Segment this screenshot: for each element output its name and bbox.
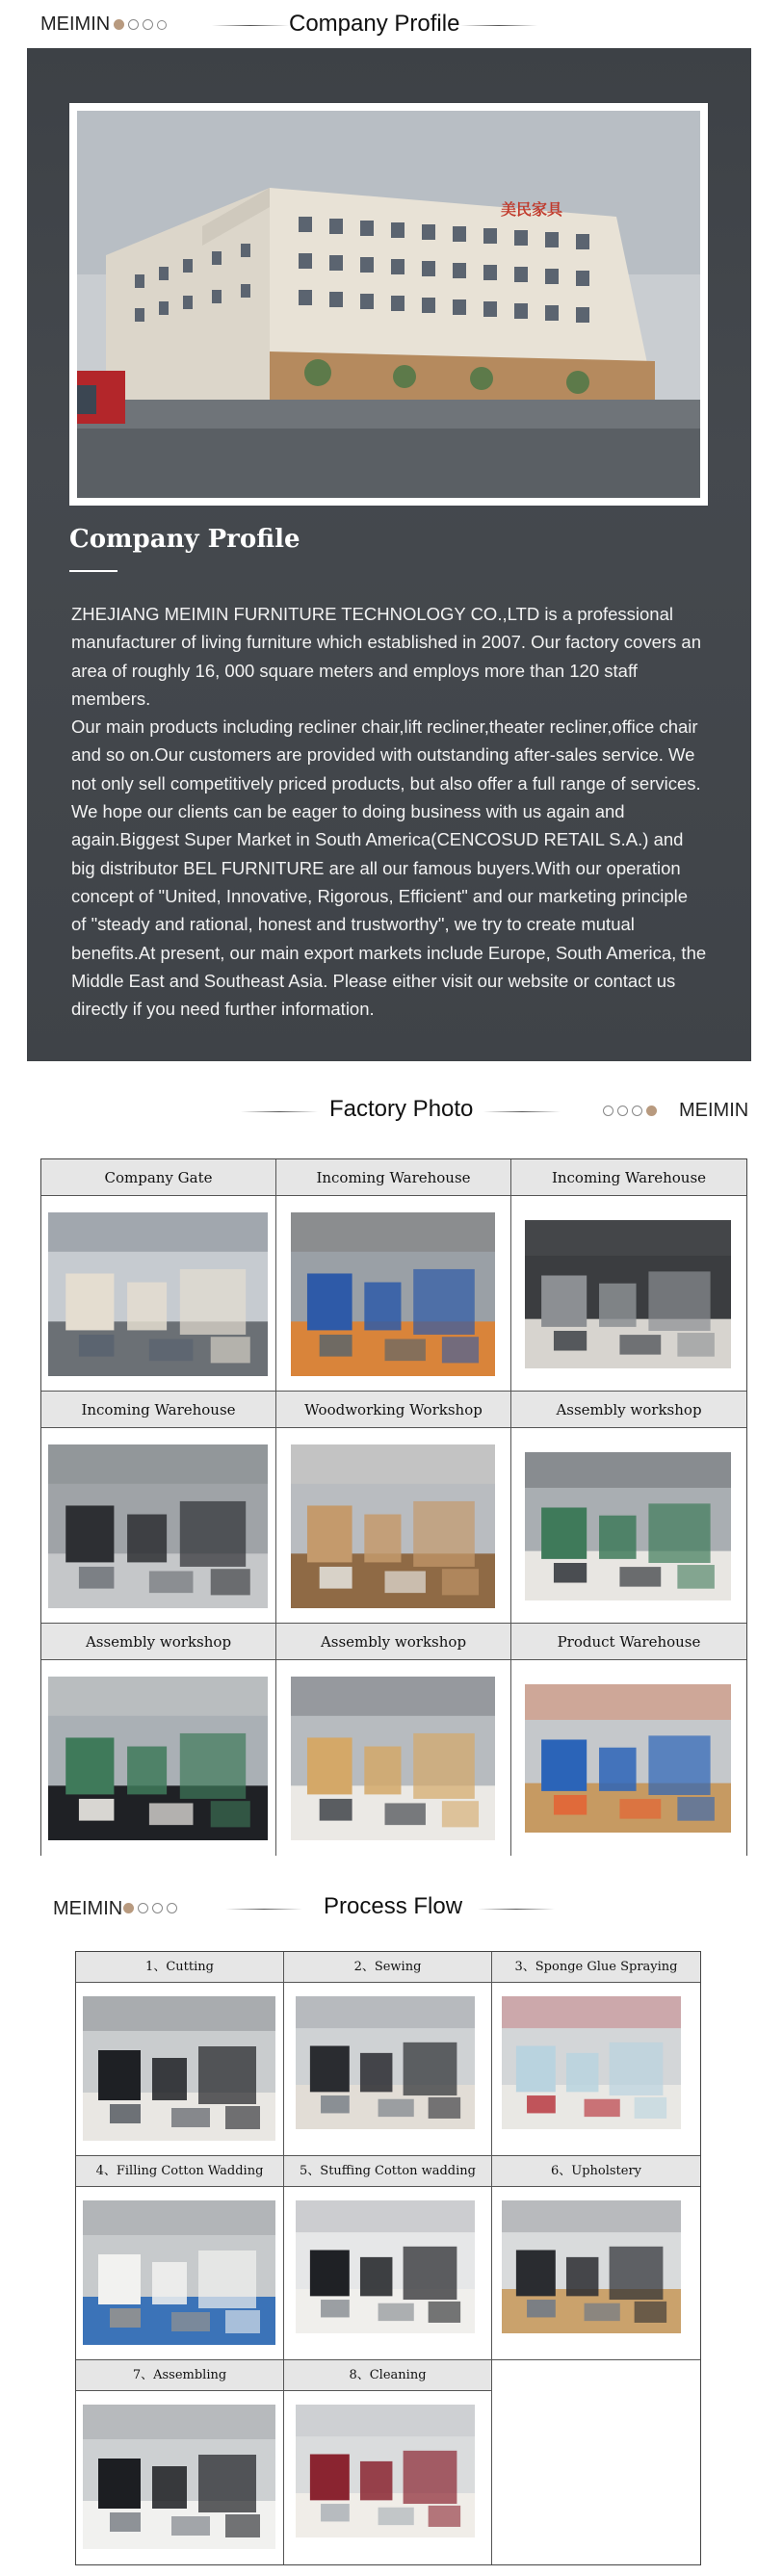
process-flow-grid bbox=[75, 1951, 701, 2565]
profile-paragraph: ZHEJIANG MEIMIN FURNITURE TECHNOLOGY CO.,LTD is a professional manufacturer of living furniture which established in 2007. Our factory covers an area of roughly 16, 000 square meters and employs more than 120 staff members. bbox=[71, 604, 701, 709]
factory-photo bbox=[291, 1212, 495, 1376]
factory-photo bbox=[525, 1220, 731, 1368]
section-title-factory-photo: Factory Photo bbox=[329, 1096, 474, 1122]
dot-icon bbox=[632, 1106, 642, 1116]
dot-icon bbox=[617, 1106, 628, 1116]
dot-icon bbox=[157, 20, 167, 30]
divider-line bbox=[241, 1111, 318, 1112]
factory-cell bbox=[511, 1392, 746, 1624]
factory-cell bbox=[41, 1159, 276, 1392]
process-photo bbox=[83, 2200, 275, 2345]
process-photo bbox=[296, 2200, 475, 2333]
carousel-dots-factory bbox=[603, 1106, 657, 1116]
factory-label: Product Warehouse bbox=[511, 1624, 746, 1660]
process-photo bbox=[502, 1996, 681, 2129]
factory-photo bbox=[525, 1684, 731, 1833]
factory-label: Assembly workshop bbox=[41, 1624, 275, 1660]
carousel-dots-top bbox=[114, 19, 167, 30]
company-building-photo bbox=[77, 111, 700, 498]
building-sign: 美民家具 bbox=[501, 200, 563, 219]
factory-label: Company Gate bbox=[41, 1159, 275, 1196]
dot-icon bbox=[646, 1106, 657, 1116]
process-empty-cell bbox=[492, 2360, 700, 2564]
profile-paragraph: Our main products including recliner chair,lift recliner,theater recliner,office chair and so on.Our customers are provided with outstanding after-sales service. We not only sell competitively priced products, but also offer a full range of services. We hope our clients can be eager to doing business with us again and again.Biggest Super Market in South America(CENCOSUD RETAIL S.A.) and big distributor BEL FURNITURE are all our famous buyers.With our operation concept of "United, Innovative, Rigorous, Efficient" and our marketing principle of "steady and rational, honest and trustworthy", we try to create mutual benefits.At present, our main export markets include Europe, South America, the Middle East and Southeast Asia. Please either visit our website or contact us directly if you need further information. bbox=[71, 716, 707, 1020]
factory-photo bbox=[48, 1212, 268, 1376]
factory-photo bbox=[48, 1444, 268, 1608]
process-photo bbox=[296, 2405, 475, 2537]
process-cell bbox=[284, 2360, 492, 2564]
factory-cell bbox=[276, 1624, 511, 1856]
divider-line bbox=[460, 25, 537, 26]
dot-icon bbox=[114, 19, 124, 30]
brand-logo-process: MEIMIN bbox=[53, 1898, 123, 1919]
dot-icon bbox=[152, 1903, 163, 1913]
process-label: 4、Filling Cotton Wadding bbox=[76, 2156, 283, 2187]
factory-cell bbox=[511, 1159, 746, 1392]
brand-logo-top: MEIMIN bbox=[40, 13, 111, 35]
heading-underline bbox=[69, 570, 117, 572]
factory-cell bbox=[276, 1392, 511, 1624]
factory-label: Incoming Warehouse bbox=[41, 1392, 275, 1428]
process-photo bbox=[83, 1996, 275, 2141]
dot-icon bbox=[167, 1903, 177, 1913]
divider-line bbox=[212, 25, 289, 26]
process-cell bbox=[492, 1952, 700, 2156]
dot-icon bbox=[143, 19, 153, 30]
process-photo bbox=[502, 2200, 681, 2333]
divider-line bbox=[225, 1909, 302, 1910]
process-label: 6、Upholstery bbox=[492, 2156, 700, 2187]
dot-icon bbox=[603, 1106, 613, 1116]
factory-photo bbox=[525, 1452, 731, 1600]
factory-cell bbox=[41, 1624, 276, 1856]
process-photo bbox=[296, 1996, 475, 2129]
process-label: 1、Cutting bbox=[76, 1952, 283, 1983]
factory-label: Incoming Warehouse bbox=[511, 1159, 746, 1196]
factory-photo-grid bbox=[40, 1158, 747, 1856]
factory-cell bbox=[276, 1159, 511, 1392]
carousel-dots-process bbox=[123, 1903, 177, 1913]
process-cell bbox=[76, 2360, 284, 2564]
process-cell bbox=[76, 2156, 284, 2360]
profile-heading: Company Profile bbox=[69, 525, 300, 554]
factory-label: Incoming Warehouse bbox=[276, 1159, 510, 1196]
factory-label: Woodworking Workshop bbox=[276, 1392, 510, 1428]
process-label: 7、Assembling bbox=[76, 2360, 283, 2391]
factory-photo bbox=[291, 1444, 495, 1608]
process-cell bbox=[492, 2156, 700, 2360]
factory-label: Assembly workshop bbox=[511, 1392, 746, 1428]
section-title-process-flow: Process Flow bbox=[324, 1893, 463, 1919]
factory-cell bbox=[511, 1624, 746, 1856]
process-label: 2、Sewing bbox=[284, 1952, 491, 1983]
dot-icon bbox=[123, 1903, 134, 1913]
profile-description bbox=[71, 600, 707, 1023]
factory-label: Assembly workshop bbox=[276, 1624, 510, 1660]
section-title-company-profile: Company Profile bbox=[289, 11, 460, 37]
factory-photo bbox=[291, 1677, 495, 1840]
process-cell bbox=[284, 2156, 492, 2360]
process-cell bbox=[284, 1952, 492, 2156]
process-label: 3、Sponge Glue Spraying bbox=[492, 1952, 700, 1983]
dot-icon bbox=[128, 19, 139, 30]
factory-cell bbox=[41, 1392, 276, 1624]
process-label: 5、Stuffing Cotton wadding bbox=[284, 2156, 491, 2187]
process-label: 8、Cleaning bbox=[284, 2360, 491, 2391]
brand-logo-factory: MEIMIN bbox=[679, 1100, 749, 1121]
dot-icon bbox=[138, 1903, 148, 1913]
divider-line bbox=[478, 1909, 555, 1910]
divider-line bbox=[483, 1111, 561, 1112]
process-cell bbox=[76, 1952, 284, 2156]
process-photo bbox=[83, 2405, 275, 2549]
factory-photo bbox=[48, 1677, 268, 1840]
